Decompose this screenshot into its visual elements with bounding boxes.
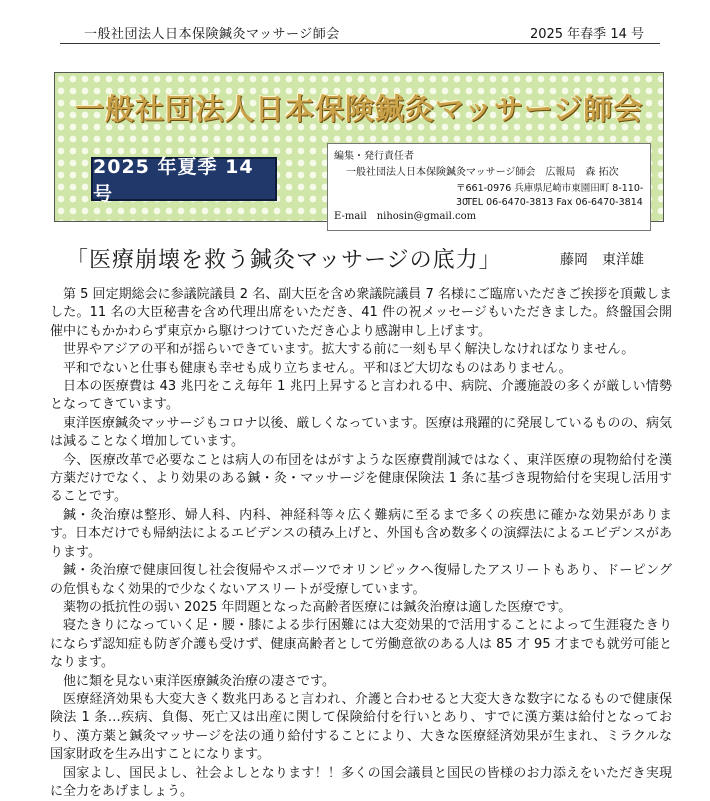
paragraph: 鍼・灸治療は整形、婦人科、内科、神経科等々広く難病に至るまで多くの疾患に確かな効果があります。日本だけでも帰納法によるエビデンスの積み上げと、外国も含め数多くの演繹法によるエビデンスがあります。: [50, 507, 672, 560]
header-issue: 2025 年春季 14 号: [529, 27, 644, 42]
paragraph: 薬物の抵抗性の弱い 2025 年問題となった高齢者医療には鍼灸治療は適した医療です。: [63, 599, 572, 615]
article-body: [50, 286, 672, 801]
contact-address: 〒661-0976 兵庫県尼崎市東園田町 8-110-30: [456, 183, 644, 208]
page-header: [0, 0, 710, 40]
masthead-title: 一般社団法人日本保険鍼灸マッサージ師会: [75, 92, 644, 126]
paragraph: 寝たきりになっていく足・腰・膝による歩行困難には大変効果的で活用することによって生涯寝たきりにならず認知症も防ぎ介護も受けず、健康高齢者として労働意欲のある人は 85 才 95 才までも就労可能となります。: [50, 618, 672, 671]
paragraph: 東洋医療鍼灸マッサージもコロナ以後、厳しくなっています。医療は飛躍的に発展しているものの、病気は減ることなく増加しています。: [50, 415, 672, 450]
paragraph: 他に類を見ない東洋医療鍼灸治療の凄さです。: [63, 673, 335, 689]
masthead-banner: [54, 72, 664, 222]
header-org-name: 一般社団法人日本保険鍼灸マッサージ師会: [84, 27, 340, 42]
contact-phone: TEL 06-6470-3813 Fax 06-6470-3814: [466, 197, 643, 208]
publisher-contact-box: [327, 143, 651, 231]
paragraph: 国家よし、国民よし、社会よしとなります！！多くの国会議員と国民の皆様のお力添えをいただき実現に全力をあげましょう。: [50, 765, 672, 799]
contact-label: 編集・発行責任者: [334, 151, 414, 162]
paragraph: 鍼・灸治療で健康回復し社会復帰やスポーツでオリンピックへ復帰したアスリートもあり、ドーピングの危惧もなく効果的で少なくないアスリートが受療しています。: [50, 563, 672, 597]
article-title: 「医療崩壊を救う鍼灸マッサージの底力」: [66, 248, 502, 273]
header-rule: [60, 43, 660, 44]
paragraph: 世界やアジアの平和が揺らいできています。拡大する前に一刻も早く解決しなければなりません。: [63, 342, 635, 358]
paragraph: 平和でないと仕事も健康も幸せも成り立ちません。平和ほど大切なものはありません。: [63, 360, 572, 376]
article-author: 藤岡 東洋雄: [560, 252, 644, 268]
paragraph: 日本の医療費は 43 兆円をこえ毎年 1 兆円上昇すると言われる中、病院、介護施設の多くが厳しい情勢となってきています。: [50, 379, 672, 413]
paragraph: 第 5 回定期総会に参議院議員 2 名、副大臣を含め衆議院議員 7 名様にご臨席いただきご挨拶を頂戴しました。11 名の大臣秘書を含め代理出席をいただき、41 件の祝メッセージもいただきました。終盤国会開催中にもかかわらず東京から駆けつけていただき心より感謝申し上げます。: [50, 287, 672, 339]
paragraph: 医療経済効果も大変大きく数兆円あると言われ、介護と合わせると大変大きな数字になるもので健康保険法 1 条…疾病、負傷、死亡又は出産に関して保険給付を行いとあり、すでに漢方薬は給付となっており、漢方薬と鍼灸マッサージを法の通り給付することにより、大きな医療経済効果が生まれ、ミラクルな国家財政を生み出すことになります。: [50, 691, 672, 763]
contact-publisher: 一般社団法人日本保険鍼灸マッサージ師会 広報局 森 拓次: [346, 167, 619, 178]
contact-email: E-mail nihosin@gmail.com: [334, 211, 477, 222]
issue-badge: 2025 年夏季 14 号: [91, 157, 277, 201]
paragraph: 今、医療改革で必要なことは病人の布団をはがすような医療費削減ではなく、東洋医療の現物給付を漢方薬だけでなく、より効果のある鍼・灸・マッサージを健康保険法 1 条に基づき現物給付を実現し活用することです。: [50, 452, 672, 505]
